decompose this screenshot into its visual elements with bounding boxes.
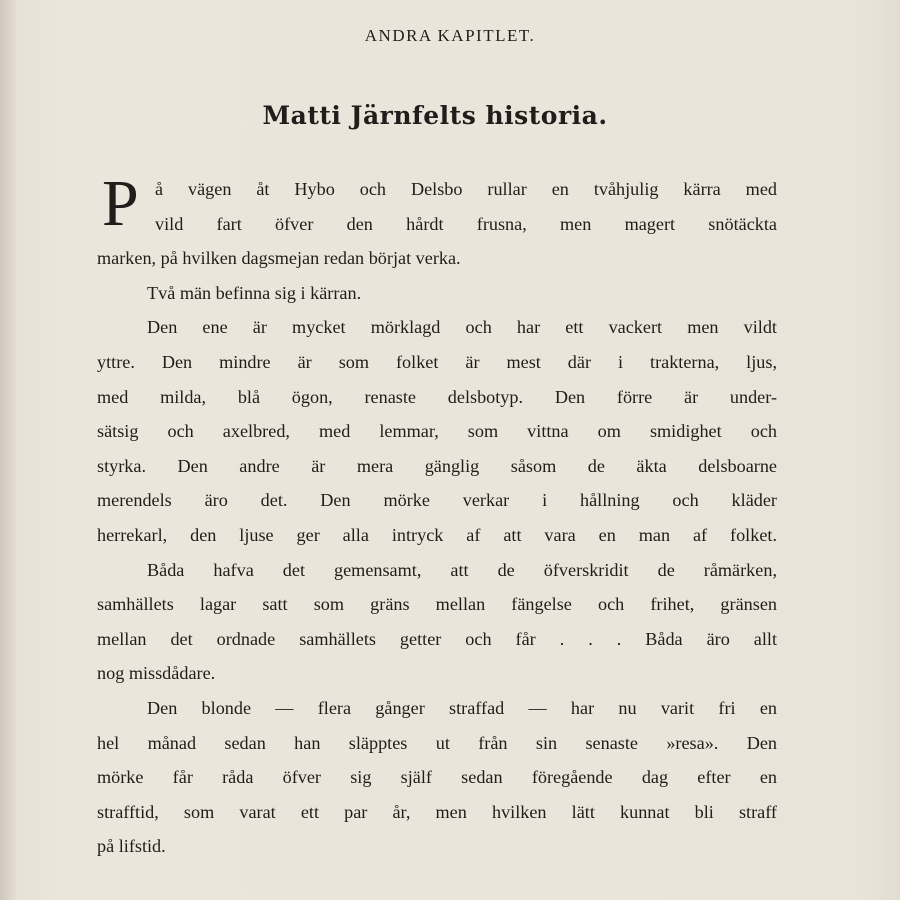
text-line: styrka. Den andre är mera gänglig såsom de äkta delsboarne [97,455,777,476]
text-line: Två män befinna sig i kärran. [147,282,362,303]
chapter-title: Matti Järnfelts historia. [262,101,608,130]
text-line: mörke får råda öfver sig själf sedan föregående dag efter en [97,767,777,788]
text-line: yttre. Den mindre är som folket är mest där i trakterna, ljus, [97,351,777,372]
drop-cap-letter: P [102,167,139,240]
text-line: marken, på hvilken dagsmejan redan börjat verka. [97,248,461,269]
text-line: nog missdådare. [97,663,216,684]
body-text [97,167,777,864]
chapter-heading: ANDRA KAPITLET. [364,26,536,45]
text-line: strafftid, som varat ett par år, men hvilken lätt kunnat bli straff [97,801,777,822]
text-line: med milda, blå ögon, renaste delsbotyp. Den förre är under- [97,386,777,407]
text-line: sätsig och axelbred, med lemmar, som vittna om smidighet och [97,421,777,442]
text-line: Den ene är mycket mörklagd och har ett vackert men vildt [147,317,777,338]
text-line: på lifstid. [97,836,166,857]
text-line: mellan det ordnade samhällets getter och får . . . Båda äro allt [97,628,777,649]
text-line: Den blonde — flera gånger straffad — har nu varit fri en [147,697,777,718]
text-line: samhällets lagar satt som gräns mellan fängelse och frihet, gränsen [97,594,777,615]
text-line: merendels äro det. Den mörke verkar i hållning och kläder [97,490,777,511]
page-binding-shadow [0,0,16,900]
text-line: hel månad sedan han släpptes ut från sin senaste »resa». Den [97,732,777,753]
text-line: å vägen åt Hybo och Delsbo rullar en tvåhjulig kärra med [155,179,777,199]
text-line: vild fart öfver den hårdt frusna, men magert snötäckta [155,213,777,234]
text-line: Båda hafva det gemensamt, att de öfverskridit de råmärken, [147,559,777,580]
text-line: herrekarl, den ljuse ger alla intryck af att vara en man af folket. [97,524,777,545]
